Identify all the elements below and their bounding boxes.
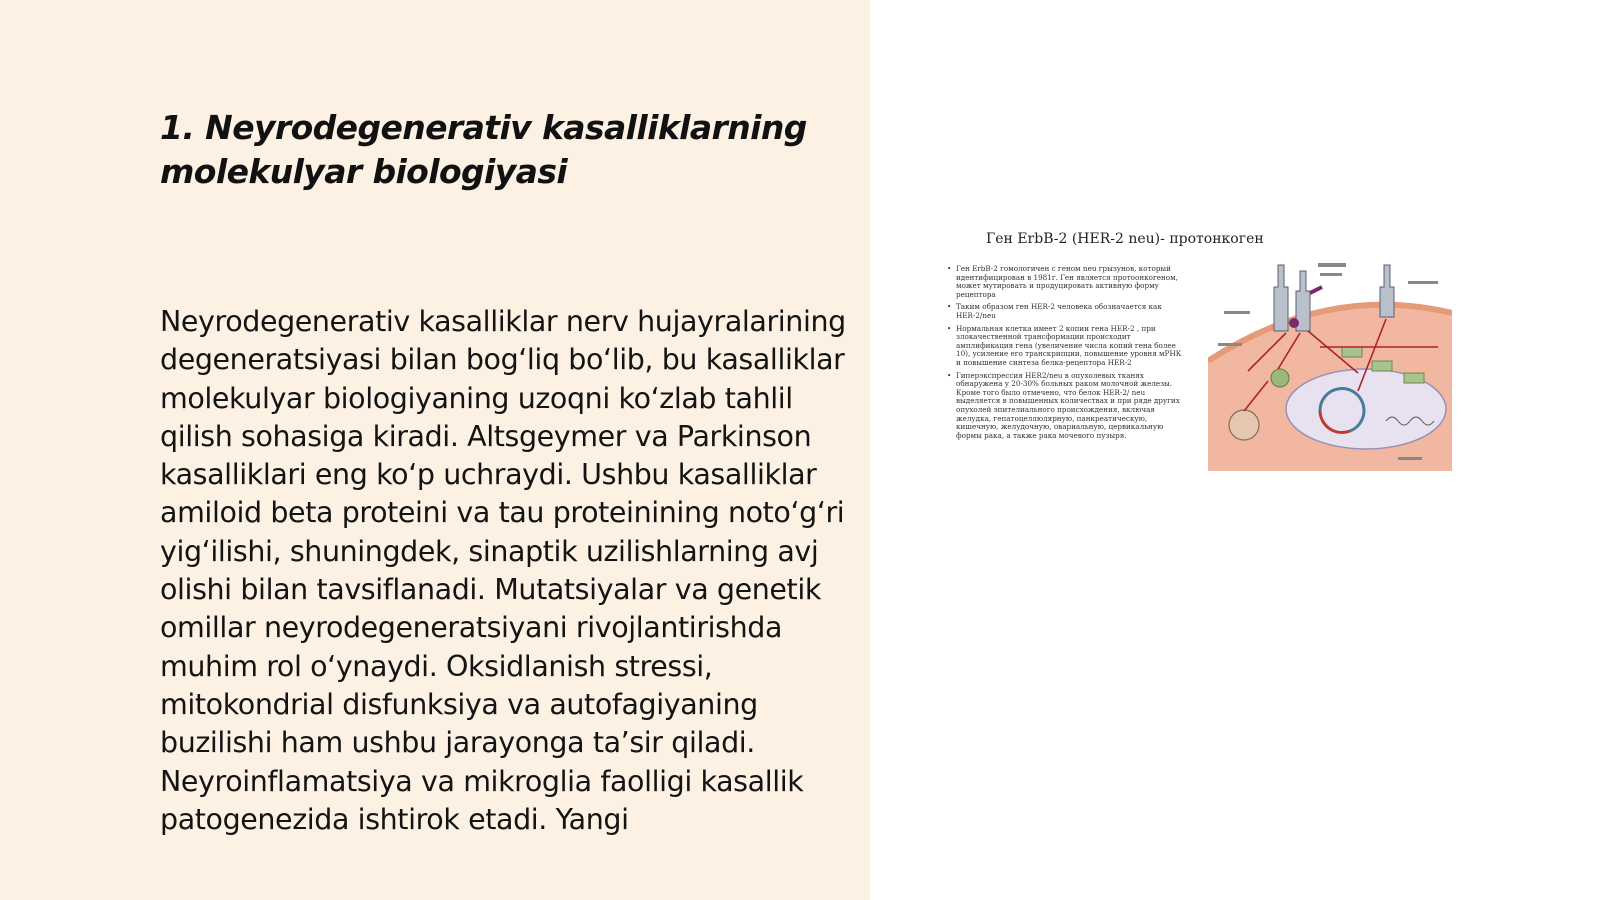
label-box xyxy=(1318,263,1346,267)
organelle xyxy=(1271,369,1289,387)
her2-figure xyxy=(946,225,1452,471)
slide-body-text: Neyrodegenerativ kasalliklar nerv hujayralarining degeneratsiyasi bilan bog‘liq bo‘lib, bu kasalliklar molekulyar biologiyaning uzoqni ko‘zlab tahlil qilish sohasiga kiradi. Altsgeymer va Parkinson kasalliklari eng ko‘p uchraydi. Ushbu kasalliklar amiloid beta proteini va tau proteinining noto‘g‘ri yig‘ilishi, shuningdek, sinaptik uzilishlarning avj olishi bilan tavsiflanadi. Mutatsiyalar va genetik omillar neyrodegeneratsiyani rivojlantirishda muhim rol o‘ynaydi. Oksidlanish stressi, mitokondrial disfunksiya va autofagiyaning buzilishi ham ushbu jarayonga ta’sir qiladi. Neyroinflamatsiya va mikroglia faolligi kasallik patogenezida ishtirok etadi. Yangi xyxy=(160,305,846,836)
cell-body xyxy=(1208,305,1452,471)
slide-title: 1. Neyrodegenerativ kasalliklarning molekulyar biologiyasi xyxy=(160,108,807,191)
signal-protein xyxy=(1372,361,1392,371)
label-box xyxy=(1224,311,1250,314)
cell-signaling-diagram xyxy=(1208,261,1452,471)
label-box xyxy=(1218,343,1242,346)
signal-protein xyxy=(1342,347,1362,357)
signal-protein xyxy=(1404,373,1424,383)
figure-bullet-list xyxy=(946,265,1182,444)
label-box xyxy=(1408,281,1438,284)
her2-receptor xyxy=(1380,265,1394,317)
ligand xyxy=(1289,318,1299,328)
label-box xyxy=(1398,457,1422,460)
figure-bullet: • Нормальная клетка имеет 2 копии гена HER-2 , при злокачественной трансформации происходит амплификация гена (увеличение числа копий гена более 10), усиление его транскрипции, повышение уровня мРНК и повышение синтеза белка-рецептора HER-2 xyxy=(946,325,1182,368)
her2-receptor xyxy=(1274,265,1288,331)
ligand-arrow xyxy=(1310,287,1322,293)
figure-bullet: • Гиперэкспрессия HER2/neu в опухолевых тканях обнаружена у 20-30% больных раком молочной железы. Кроме того было отмечено, что белок HER-2/ neu выделяется в повышенных количествах и при ряде других опухолей эпителиального происхождения, включая желудка, гепатоцеллюлярную, панкреатическую, кишечную, желудочную, овариальную, цервикальную формы рака, а также рака мочевого пузыря. xyxy=(946,372,1182,441)
figure-bullet: • Таким образом ген HER-2 человека обозначается как HER-2/neu xyxy=(946,303,1182,320)
figure-bullet: • Ген ErbB-2 гомологичен с геном neu грызунов, который идентифицирован в 1981г. Ген является протоонкогеном, может мутировать и продуцировать активную форму рецептора xyxy=(946,265,1182,299)
figure-title: Ген ErbB-2 (HER-2 neu)- протонкоген xyxy=(986,231,1264,247)
dna-organelle xyxy=(1229,410,1259,440)
label-box xyxy=(1320,273,1342,276)
